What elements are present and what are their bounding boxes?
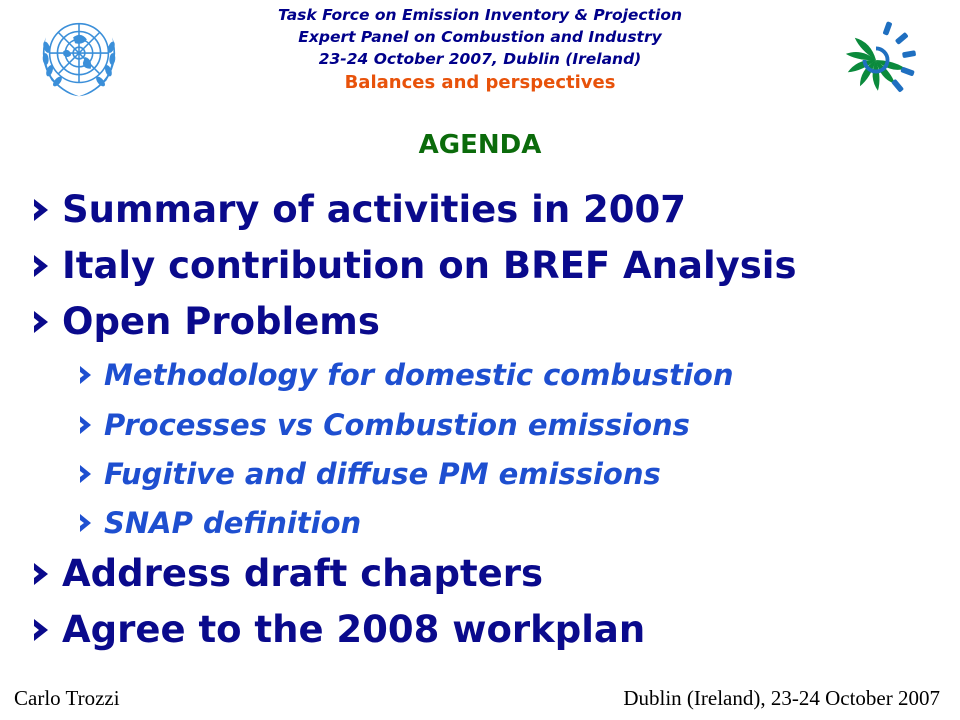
- agenda-item: Italy contribution on BREF Analysis: [34, 244, 797, 287]
- bullet-arrow-icon: [34, 619, 48, 641]
- bullet-arrow-icon: [34, 255, 48, 277]
- bullet-arrow-icon: [34, 311, 48, 333]
- agenda-subitem: Methodology for domestic combustion: [80, 358, 734, 392]
- agenda-item: Agree to the 2008 workplan: [34, 608, 645, 651]
- agenda-heading: AGENDA: [418, 130, 542, 160]
- bullet-arrow-icon: [80, 366, 91, 384]
- footer-author: Carlo Trozzi: [14, 686, 120, 710]
- bullet-arrow-icon: [34, 563, 48, 585]
- expert-panel-title: Expert Panel on Combustion and Industry: [298, 28, 662, 46]
- event-date-place: 23-24 October 2007, Dublin (Ireland): [318, 50, 642, 68]
- agenda-subitem: Fugitive and diffuse PM emissions: [80, 457, 661, 491]
- bullet-arrow-icon: [34, 199, 48, 221]
- bullet-arrow-icon: [80, 465, 91, 483]
- footer-place-date: Dublin (Ireland), 23-24 October 2007: [623, 686, 940, 710]
- bullet-arrow-icon: [80, 514, 91, 532]
- task-force-title: Task Force on Emission Inventory & Projection: [277, 6, 683, 24]
- agenda-item: Summary of activities in 2007: [34, 188, 686, 231]
- subtitle: Balances and perspectives: [344, 72, 616, 93]
- agenda-item: Address draft chapters: [34, 552, 543, 595]
- agenda-subitem: Processes vs Combustion emissions: [80, 408, 690, 442]
- agenda-item: Open Problems: [34, 300, 380, 343]
- bullet-arrow-icon: [80, 416, 91, 434]
- agenda-subitem: SNAP definition: [80, 506, 361, 540]
